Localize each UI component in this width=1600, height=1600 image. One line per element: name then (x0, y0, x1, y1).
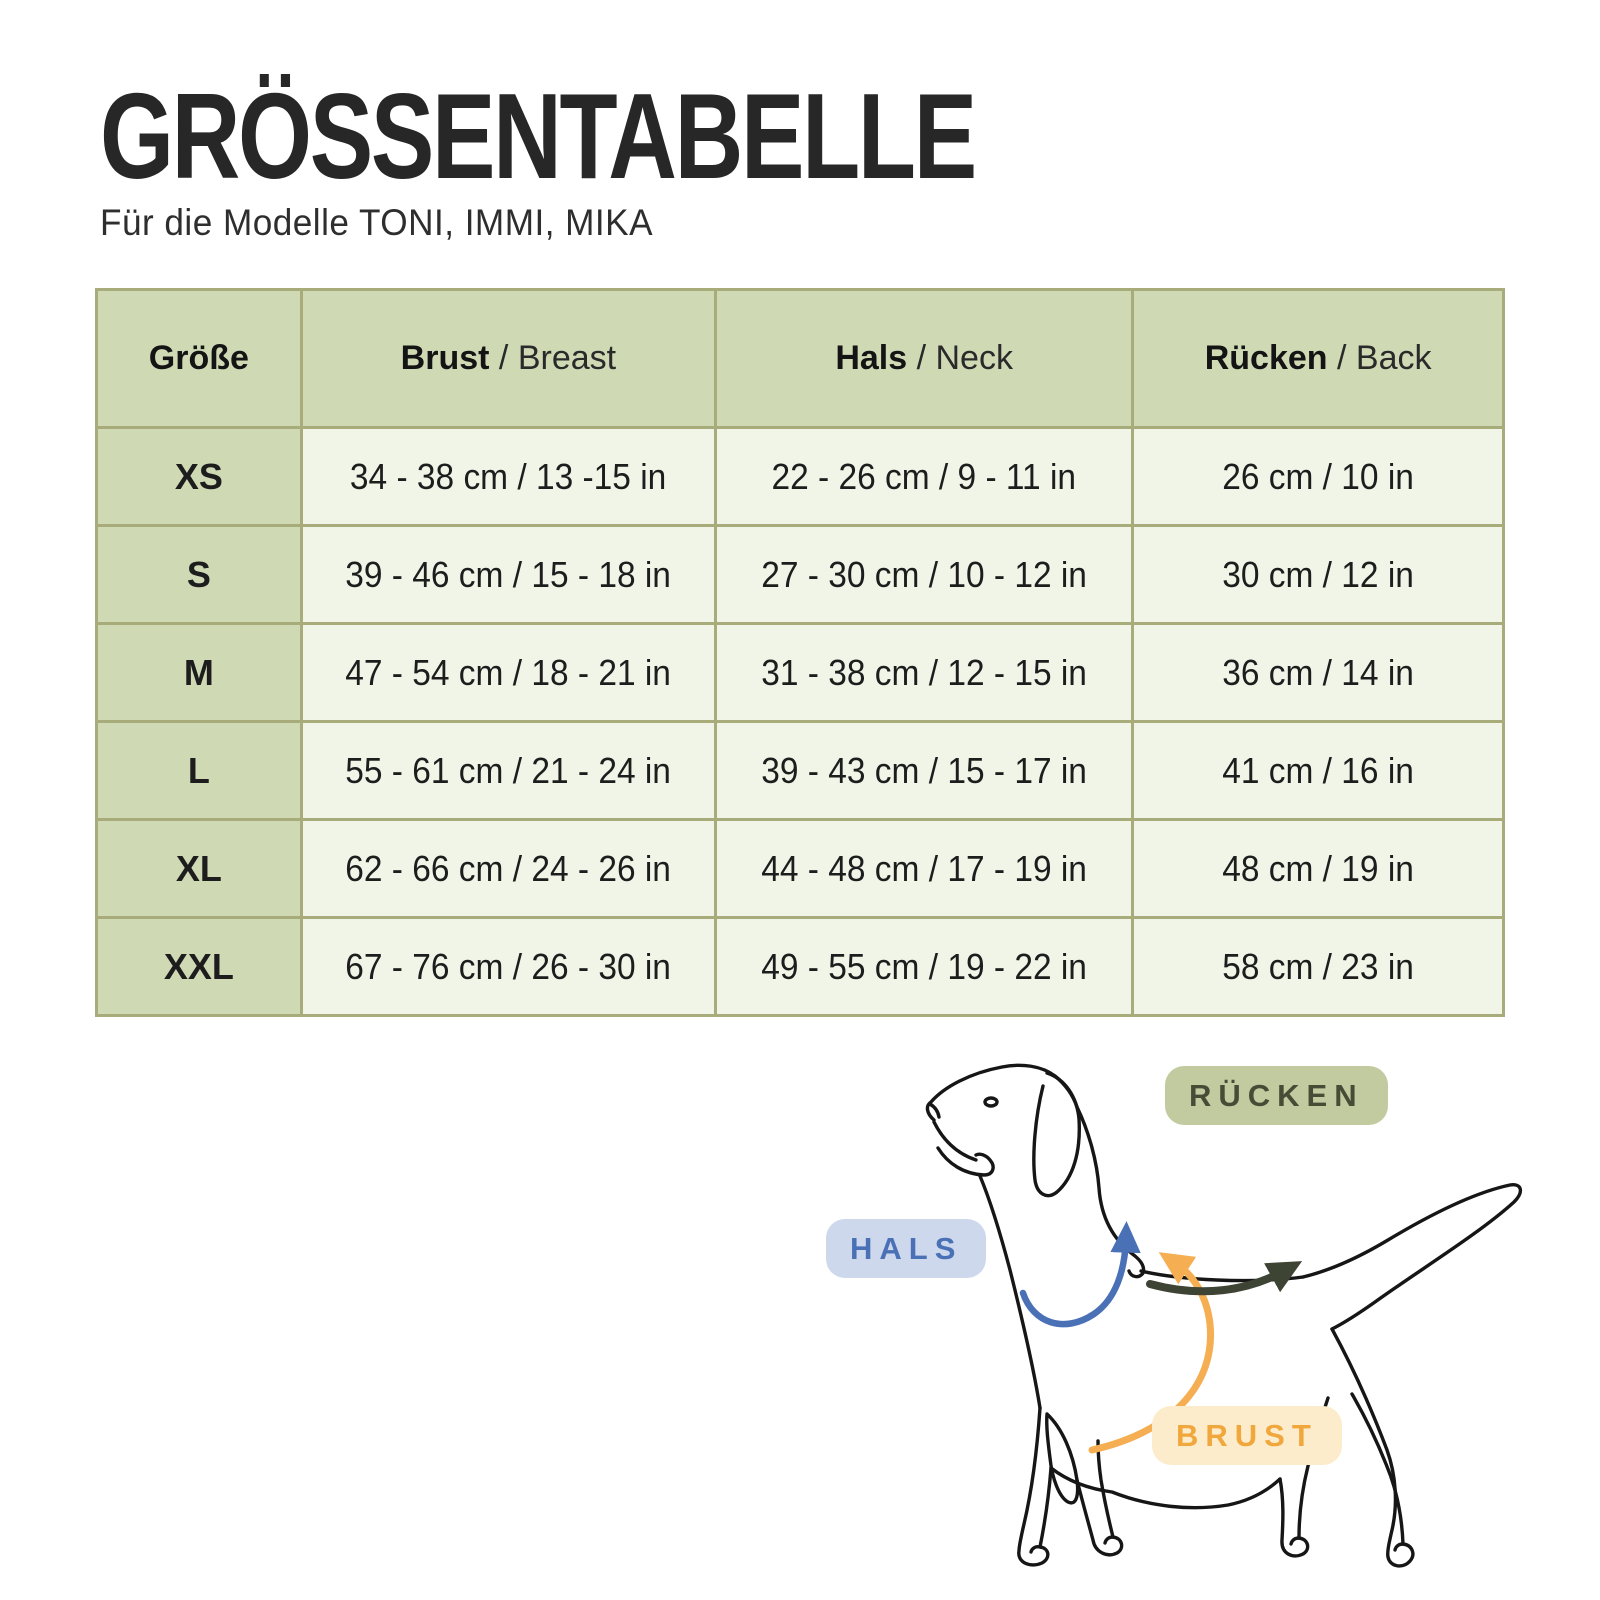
table-cell-brust: 62 - 66 cm / 24 - 26 in (301, 820, 715, 918)
neck-measure-arrow (1023, 1238, 1126, 1324)
table-cell-brust: 47 - 54 cm / 18 - 21 in (301, 624, 715, 722)
table-cell-ruecken: 58 cm / 23 in (1133, 918, 1504, 1016)
table-cell-brust: 67 - 76 cm / 26 - 30 in (301, 918, 715, 1016)
size-label: L (97, 722, 302, 820)
page-subtitle: Für die Modelle TONI, IMMI, MIKA (100, 202, 654, 244)
dog-line-drawing (927, 1065, 1520, 1566)
size-table (95, 288, 1505, 1017)
size-label: XS (97, 428, 302, 526)
size-label: XXL (97, 918, 302, 1016)
size-label: XL (97, 820, 302, 918)
table-cell-hals: 39 - 43 cm / 15 - 17 in (716, 722, 1133, 820)
table-cell-ruecken: 36 cm / 14 in (1133, 624, 1504, 722)
table-cell-brust: 55 - 61 cm / 21 - 24 in (301, 722, 715, 820)
hals-label-badge: HALS (826, 1219, 986, 1278)
table-row-xl (97, 820, 1504, 918)
table-cell-brust: 34 - 38 cm / 13 -15 in (301, 428, 715, 526)
dog-measurement-diagram (850, 1060, 1550, 1585)
table-cell-hals: 27 - 30 cm / 10 - 12 in (716, 526, 1133, 624)
ruecken-label-badge: RÜCKEN (1165, 1066, 1388, 1125)
header (100, 68, 1222, 244)
table-row-xxl (97, 918, 1504, 1016)
column-header-hals: Hals / Neck (716, 290, 1133, 428)
table-row-s (97, 526, 1504, 624)
table-row-l (97, 722, 1504, 820)
table-row-m (97, 624, 1504, 722)
table-cell-brust: 39 - 46 cm / 15 - 18 in (301, 526, 715, 624)
column-header-brust: Brust / Breast (301, 290, 715, 428)
page-title: GRÖSSENTABELLE (100, 68, 975, 204)
table-cell-hals: 44 - 48 cm / 17 - 19 in (716, 820, 1133, 918)
table-cell-ruecken: 48 cm / 19 in (1133, 820, 1504, 918)
column-header-ruecken: Rücken / Back (1133, 290, 1504, 428)
table-cell-ruecken: 30 cm / 12 in (1133, 526, 1504, 624)
table-cell-ruecken: 26 cm / 10 in (1133, 428, 1504, 526)
table-cell-hals: 31 - 38 cm / 12 - 15 in (716, 624, 1133, 722)
table-cell-ruecken: 41 cm / 16 in (1133, 722, 1504, 820)
brust-label-badge: BRUST (1152, 1406, 1342, 1465)
size-label: M (97, 624, 302, 722)
table-header-row (97, 290, 1504, 428)
table-cell-hals: 22 - 26 cm / 9 - 11 in (716, 428, 1133, 526)
table-cell-hals: 49 - 55 cm / 19 - 22 in (716, 918, 1133, 1016)
size-label: S (97, 526, 302, 624)
column-header-groesse: Größe (97, 290, 302, 428)
table-row-xs (97, 428, 1504, 526)
